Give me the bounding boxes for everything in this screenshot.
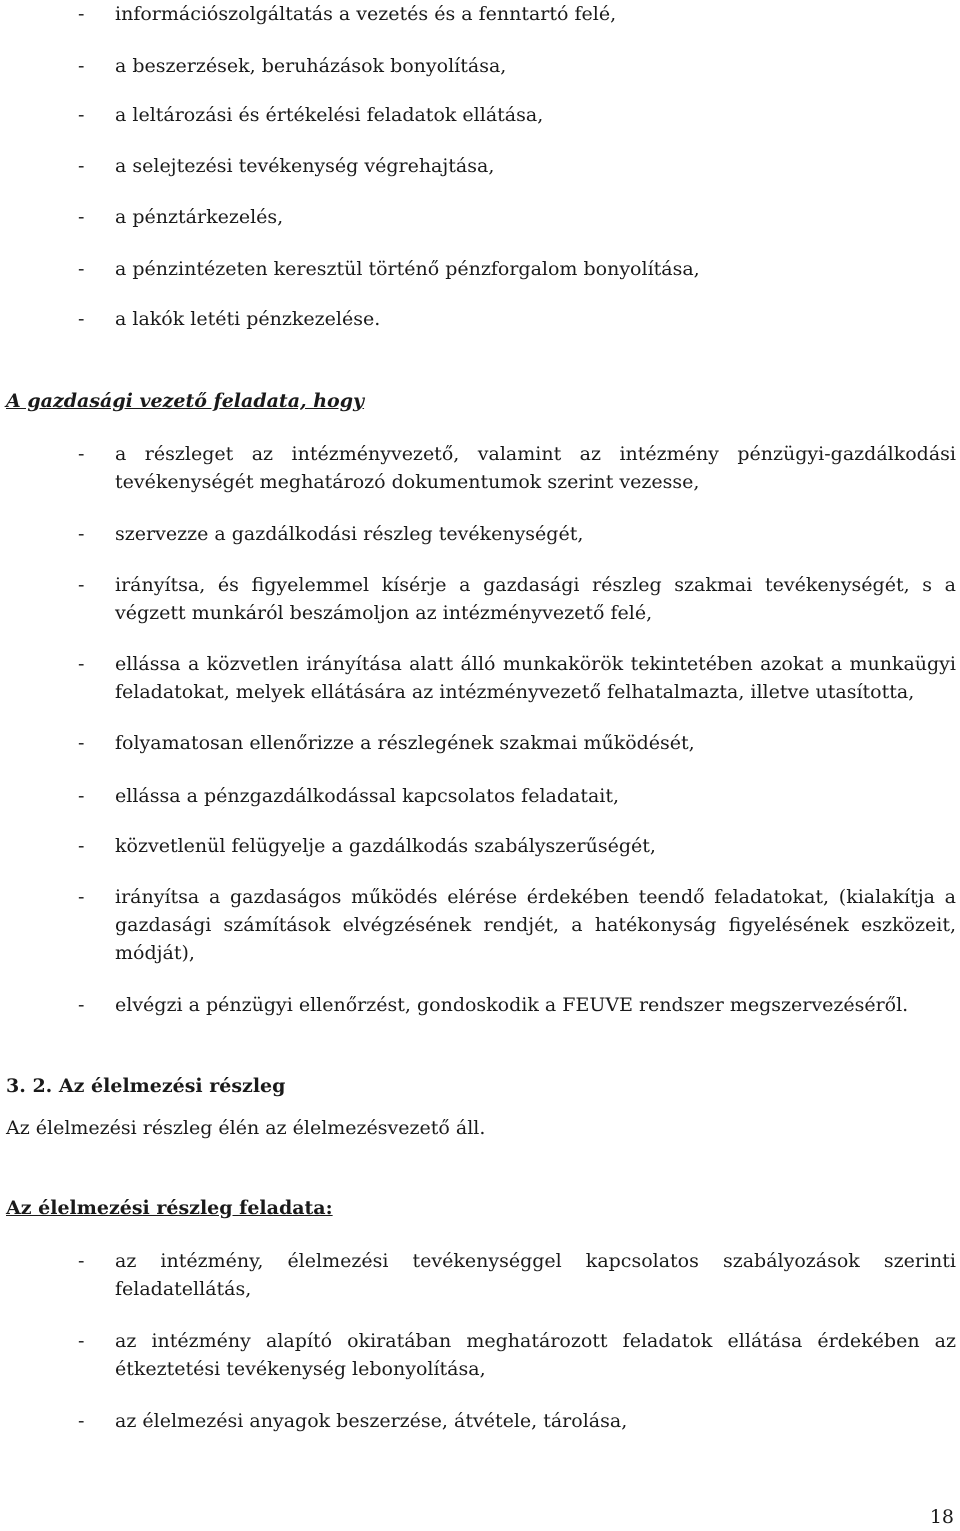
section-heading-elelmezesi: Az élelmezési részleg feladata:: [6, 1197, 333, 1219]
list-dash: -: [78, 574, 85, 596]
list-item: [66, 650, 956, 706]
list-item: [66, 520, 956, 548]
list-item-text: folyamatosan ellenőrizze a részlegének szakmai működését,: [115, 732, 695, 754]
list-dash: -: [78, 994, 85, 1016]
list-dash: -: [78, 155, 85, 177]
list-dash: -: [78, 523, 85, 545]
list-item: [66, 101, 956, 129]
list-item-text: közvetlenül felügyelje a gazdálkodás szabályszerűségét,: [115, 835, 656, 857]
list-item: [66, 0, 956, 28]
list-item-text: az intézmény, élelmezési tevékenységgel kapcsolatos szabályozások szerinti feladatellátás,: [115, 1250, 956, 1300]
list-item-text: irányítsa, és figyelemmel kísérje a gazdasági részleg szakmai tevékenységét, s a végzett munkáról beszámoljon az intézményvezető felé,: [115, 574, 956, 624]
list-dash: -: [78, 835, 85, 857]
list-item: [66, 203, 956, 231]
list-item-text: információszolgáltatás a vezetés és a fenntartó felé,: [115, 3, 617, 25]
list-item-text: a leltározási és értékelési feladatok ellátása,: [115, 104, 544, 126]
list-item: [66, 152, 956, 180]
list-dash: -: [78, 1250, 85, 1272]
list-item: [66, 1407, 956, 1435]
list-dash: -: [78, 1410, 85, 1432]
list-item-text: a pénzintézeten keresztül történő pénzforgalom bonyolítása,: [115, 258, 700, 280]
list-dash: -: [78, 55, 85, 77]
list-item: [66, 782, 956, 810]
list-item-text: a beszerzések, beruházások bonyolítása,: [115, 55, 507, 77]
list-item: [66, 440, 956, 496]
list-item-text: a pénztárkezelés,: [115, 206, 284, 228]
list-dash: -: [78, 653, 85, 675]
list-dash: -: [78, 785, 85, 807]
list-item-text: a selejtezési tevékenység végrehajtása,: [115, 155, 495, 177]
list-item: [66, 52, 956, 80]
list-item-text: irányítsa a gazdaságos működés elérése érdekében teendő feladatokat, (kialakítja a gazdasági számítások elvégzésének rendjét, a hatékonyság figyelésének eszközeit, módját),: [115, 886, 956, 964]
page-number: 18: [929, 1506, 954, 1528]
list-item-text: elvégzi a pénzügyi ellenőrzést, gondoskodik a FEUVE rendszer megszervezéséről.: [115, 994, 909, 1016]
list-dash: -: [78, 443, 85, 465]
list-item: [66, 1327, 956, 1383]
list-item-text: a lakók letéti pénzkezelése.: [115, 308, 381, 330]
list-dash: -: [78, 886, 85, 908]
list-item: [66, 991, 956, 1019]
list-dash: -: [78, 3, 85, 25]
list-dash: -: [78, 308, 85, 330]
list-item: [66, 571, 956, 627]
list-item-text: ellássa a pénzgazdálkodással kapcsolatos feladatait,: [115, 785, 620, 807]
list-dash: -: [78, 104, 85, 126]
list-item-text: a részleget az intézményvezető, valamint az intézmény pénzügyi-gazdálkodási tevékenységét meghatározó dokumentumok szerint vezesse,: [115, 443, 956, 493]
list-item-text: ellássa a közvetlen irányítása alatt álló munkakörök tekintetében azokat a munkaügyi feladatokat, melyek ellátására az intézményvezető felhatalmazta, illetve utasította,: [115, 653, 956, 703]
list-item-text: szervezze a gazdálkodási részleg tevékenységét,: [115, 523, 584, 545]
list-item: [66, 1247, 956, 1303]
list-item-text: az élelmezési anyagok beszerzése, átvétele, tárolása,: [115, 1410, 628, 1432]
list-dash: -: [78, 258, 85, 280]
list-dash: -: [78, 732, 85, 754]
list-item: [66, 729, 956, 757]
list-dash: -: [78, 206, 85, 228]
section-heading-gazdasagi: A gazdasági vezető feladata, hogy: [6, 390, 365, 412]
list-item: [66, 832, 956, 860]
list-item-text: az intézmény alapító okiratában meghatározott feladatok ellátása érdekében az étkeztetési tevékenység lebonyolítása,: [115, 1330, 956, 1380]
list-dash: -: [78, 1330, 85, 1352]
list-item: [66, 305, 956, 333]
list-item: [66, 883, 956, 967]
section-title: 3. 2. Az élelmezési részleg: [6, 1075, 286, 1097]
list-item: [66, 255, 956, 283]
section-intro: Az élelmezési részleg élén az élelmezésvezető áll.: [6, 1117, 486, 1139]
